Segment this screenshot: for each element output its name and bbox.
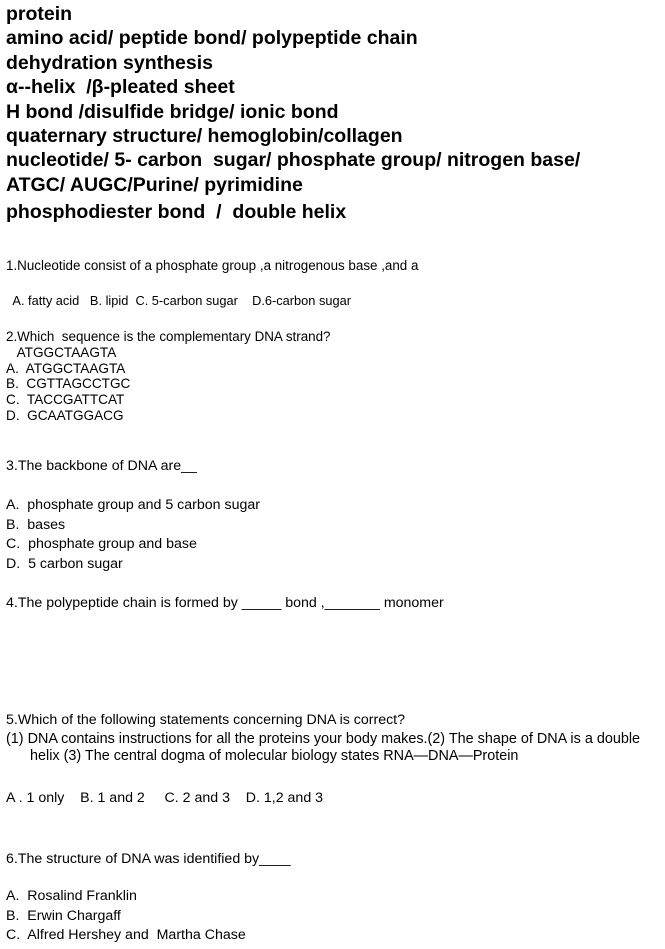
question-1: 1.Nucleotide consist of a phosphate group ,a nitrogenous base ,and a bbox=[6, 258, 419, 273]
option-a: A. ATGGCTAAGTA bbox=[6, 360, 126, 376]
option-b: B. bases bbox=[6, 516, 66, 533]
option-a: A. Rosalind Franklin bbox=[6, 888, 137, 904]
question-2-sequence: ATGGCTAAGTA bbox=[6, 345, 117, 360]
term-line: ATGC/ AUGC/Purine/ pyrimidine bbox=[6, 173, 303, 196]
question-5-options: A . 1 only B. 1 and 2 C. 2 and 3 D. 1,2 and 3 bbox=[6, 790, 324, 806]
term-line: phosphodiester bond / double helix bbox=[6, 201, 347, 224]
term-line: protein bbox=[6, 3, 73, 25]
term-line: α--helix /β-pleated sheet bbox=[6, 76, 235, 99]
question-6-options bbox=[6, 887, 246, 946]
option-c: C. phosphate group and base bbox=[6, 536, 197, 552]
vocabulary-terms bbox=[6, 2, 661, 225]
term-line: nucleotide/ 5- carbon sugar/ phosphate group/ nitrogen base/ bbox=[6, 149, 581, 172]
option-b: B. CGTTAGCCTGC bbox=[6, 376, 131, 392]
question-5-statements bbox=[6, 731, 664, 765]
question-6: 6.The structure of DNA was identified by____ bbox=[6, 851, 291, 867]
question-2: 2.Which sequence is the complementary DNA strand? bbox=[6, 329, 331, 344]
term-line: dehydration synthesis bbox=[6, 51, 213, 74]
option-c: C. Alfred Hershey and Martha Chase bbox=[6, 927, 246, 943]
term-line: quaternary structure/ hemoglobin/collagen bbox=[6, 125, 403, 148]
option-d: D. 5 carbon sugar bbox=[6, 555, 123, 572]
term-line: H bond /disulfide bridge/ ionic bond bbox=[6, 100, 339, 123]
option-d: D. GCAATGGACG bbox=[6, 407, 124, 423]
question-3: 3.The backbone of DNA are__ bbox=[6, 458, 197, 474]
question-1-options: A. fatty acid B. lipid C. 5-carbon sugar D.6-carbon sugar bbox=[6, 293, 351, 308]
option-c: C. TACCGATTCAT bbox=[6, 392, 125, 408]
question-4: 4.The polypeptide chain is formed by _____ bond ,_______ monomer bbox=[6, 595, 444, 611]
question-5: 5.Which of the following statements concerning DNA is correct? bbox=[6, 712, 406, 728]
option-a: A. phosphate group and 5 carbon sugar bbox=[6, 497, 260, 513]
question-2-options bbox=[6, 345, 130, 424]
question-3-options bbox=[6, 496, 260, 574]
statements-text: (1) DNA contains instructions for all the proteins your body makes.(2) The shape of DNA is a double helix (3) The central dogma of molecular biology states RNA—DNA—Protein bbox=[6, 731, 641, 764]
term-line: amino acid/ peptide bond/ polypeptide chain bbox=[6, 27, 418, 50]
option-b: B. Erwin Chargaff bbox=[6, 907, 121, 924]
